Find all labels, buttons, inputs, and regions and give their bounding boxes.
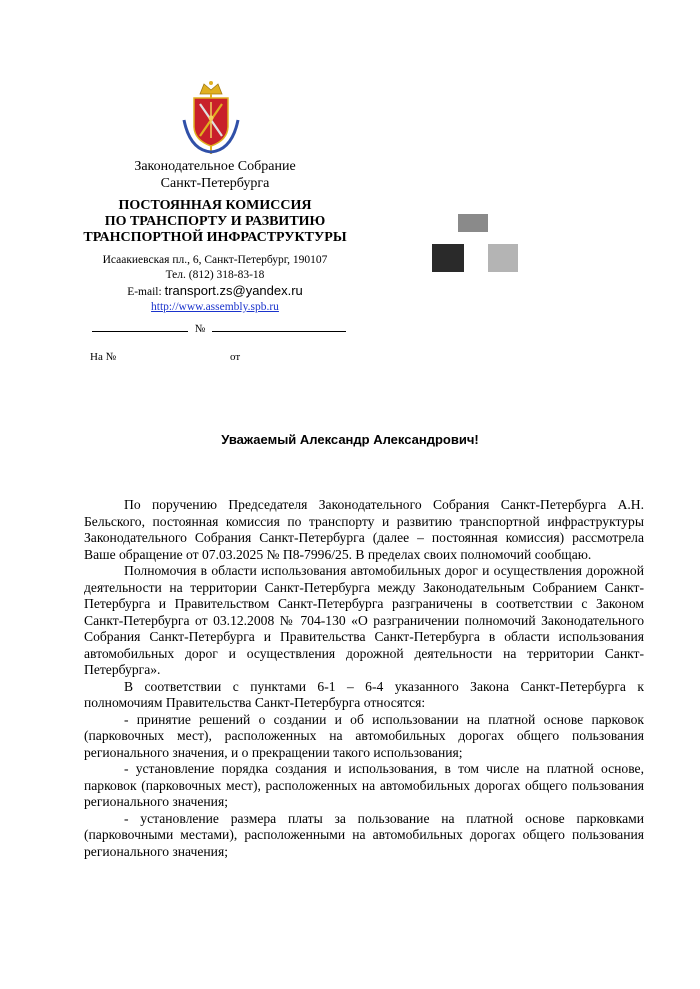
- org-name-line1: Законодательное Собрание: [134, 159, 296, 174]
- commission-line1: ПОСТОЯННАЯ КОМИССИЯ: [118, 198, 312, 213]
- letter-paragraph: Полномочия в области использования автомобильных дорог и осуществления дорожной деятельности на территории Санкт-Петербурга между Законодательным Собранием Санкт-Петербурга и Правительством Санкт-Петербурга разграничены в соответствии с Законом Санкт-Петербурга от 03.12.2008 № 704-130 «О разграничении полномочий Законодательного Собрания Санкт-Петербурга и Правительства Санкт-Петербурга в области использования автомобильных дорог и осуществления дорожной деятельности на территории Санкт-Петербурга».: [84, 563, 644, 677]
- coat-of-arms-icon: [180, 80, 242, 156]
- redacted-stamp-icon: [432, 214, 522, 274]
- address: Исаакиевская пл., 6, Санкт-Петербург, 190107: [102, 254, 328, 266]
- website-link[interactable]: http://www.assembly.spb.ru: [151, 301, 279, 313]
- letter-paragraph: В соответствии с пунктами 6-1 – 6-4 указанного Закона Санкт-Петербурга к полномочиям Правительства Санкт-Петербурга относятся:: [84, 678, 644, 710]
- commission-line2: ПО ТРАНСПОРТУ И РАЗВИТИЮ: [104, 214, 326, 229]
- letter-greeting: Уважаемый Александр Александрович!: [221, 432, 479, 447]
- org-name-line2: Санкт-Петербурга: [160, 176, 270, 191]
- number-sign: №: [194, 323, 206, 335]
- commission-title: [70, 198, 360, 246]
- incoming-number-label: На №: [90, 351, 117, 363]
- registration-date-blank: [92, 330, 188, 332]
- incoming-date-label: от: [230, 351, 241, 363]
- phone: Тел. (812) 318-83-18: [165, 269, 265, 281]
- registration-line: [92, 323, 352, 335]
- registration-number-blank: [212, 330, 346, 332]
- list-item: - установление размера платы за пользование на платной основе парковками (парковочными местами), расположенными на автомобильных дорогах общего пользования регионального значения;: [84, 810, 644, 859]
- email-label: E-mail:: [127, 286, 165, 298]
- letter-paragraph: По поручению Председателя Законодательного Собрания Санкт-Петербурга А.Н. Бельского, постоянная комиссия по транспорту и развитию транспортной инфраструктуры Законодательного Собрания Санкт-Петербурга (далее – постоянная комиссия) рассмотрела Ваше обращение от 07.03.2025 № П8-7996/25. В пределах своих полномочий сообщаю.: [84, 497, 644, 562]
- contact-block: [70, 253, 360, 315]
- email-address[interactable]: transport.zs@yandex.ru: [164, 283, 303, 298]
- commission-line3: ТРАНСПОРТНОЙ ИНФРАСТРУКТУРЫ: [83, 230, 347, 245]
- email-line: [70, 283, 360, 300]
- org-name: [80, 158, 350, 192]
- list-item: - принятие решений о создании и об использовании на платной основе парковок (парковочных мест), расположенных на автомобильных дорогах общего пользования регионального значения, и о прекращении такого использования;: [84, 711, 644, 760]
- list-item: - установление порядка создания и использования, в том числе на платной основе, парковок (парковочных мест), расположенных на автомобильных дорогах общего пользования регионального значения;: [84, 761, 644, 809]
- letter-body: [84, 497, 644, 860]
